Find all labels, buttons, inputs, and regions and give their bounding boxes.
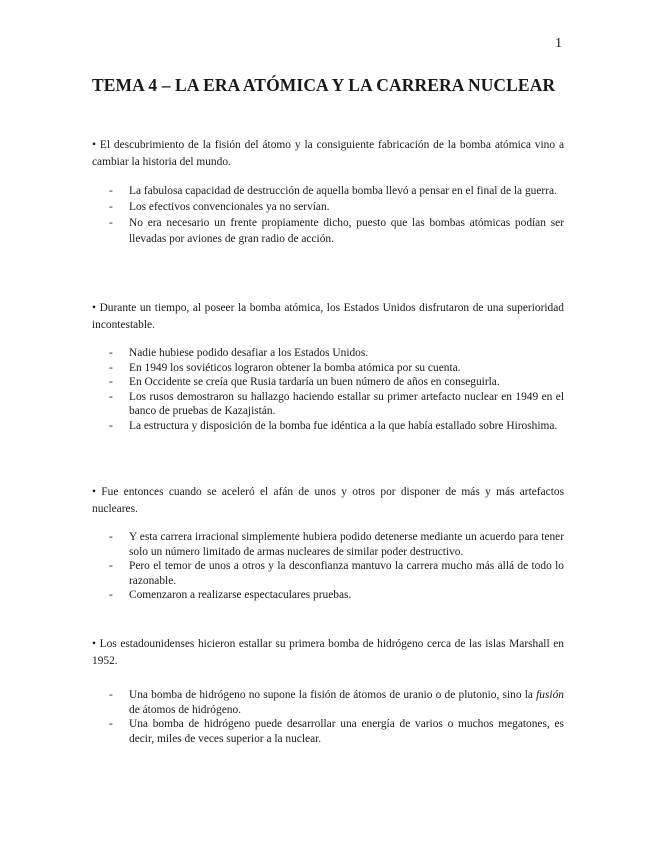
list-item: - No era necesario un frente propiamente dicho, puesto que las bombas atómicas podían ser llevadas por aviones de gran radio de acción. <box>92 215 564 247</box>
list-item: - Los rusos demostraron su hallazgo haciendo estallar su primer artefacto nuclear en 1949 en el banco de pruebas de Kazajistán. <box>92 390 564 419</box>
section-atomic-bomb <box>92 137 564 247</box>
section-intro: • Durante un tiempo, al poseer la bomba atómica, los Estados Unidos disfrutaron de una superioridad incontestable. <box>92 302 564 331</box>
page-title: TEMA 4 – LA ERA ATÓMICA Y LA CARRERA NUCLEAR <box>92 75 556 95</box>
section-arms-race <box>92 484 564 603</box>
bullet-list <box>92 183 564 247</box>
item-text: de átomos de hidrógeno. <box>129 703 241 716</box>
bullet-list <box>92 688 564 746</box>
emphasis-fusion: fusión <box>536 689 564 701</box>
item-text: Una bomba de hidrógeno no supone la fisión de átomos de uranio o de plutonio, sino la <box>129 689 537 701</box>
section-intro: • Los estadounidenses hicieron estallar su primera bomba de hidrógeno cerca de las islas Marshall en 1952. <box>92 638 564 667</box>
bullet-list <box>92 346 564 433</box>
list-item <box>92 688 564 717</box>
bullet-list <box>92 530 564 603</box>
list-item: - La fabulosa capacidad de destrucción de aquella bomba llevó a pensar en el final de la guerra. <box>92 183 564 199</box>
list-item: - Nadie hubiese podido desafiar a los Estados Unidos. <box>92 346 564 361</box>
list-item: - Una bomba de hidrógeno puede desarrollar una energía de varios o muchos megatones, es decir, miles de veces superior a la nuclear. <box>92 717 564 746</box>
page-number: 1 <box>555 36 562 51</box>
section-intro: • Fue entonces cuando se aceleró el afán de unos y otros por disponer de más y más artefactos nucleares. <box>92 486 564 515</box>
list-item: - Pero el temor de unos a otros y la desconfianza mantuvo la carrera mucho más allá de todo lo razonable. <box>92 559 564 588</box>
list-item: - En Occidente se creía que Rusia tardaría un buen número de años en conseguirla. <box>92 375 564 390</box>
section-us-superiority <box>92 300 564 433</box>
section-hydrogen-bomb <box>92 636 564 746</box>
list-item: - Los efectivos convencionales ya no servían. <box>92 199 564 215</box>
list-item: - En 1949 los soviéticos lograron obtener la bomba atómica por su cuenta. <box>92 361 564 376</box>
list-item: - La estructura y disposición de la bomba fue idéntica a la que había estallado sobre Hiroshima. <box>92 419 564 434</box>
list-item: - Y esta carrera irracional simplemente hubiera podido detenerse mediante un acuerdo para tener solo un número limitado de armas nucleares de similar poder destructivo. <box>92 530 564 559</box>
section-intro: • El descubrimiento de la fisión del átomo y la consiguiente fabricación de la bomba atómica vino a cambiar la historia del mundo. <box>92 139 564 168</box>
list-item: - Comenzaron a realizarse espectaculares pruebas. <box>92 588 564 603</box>
